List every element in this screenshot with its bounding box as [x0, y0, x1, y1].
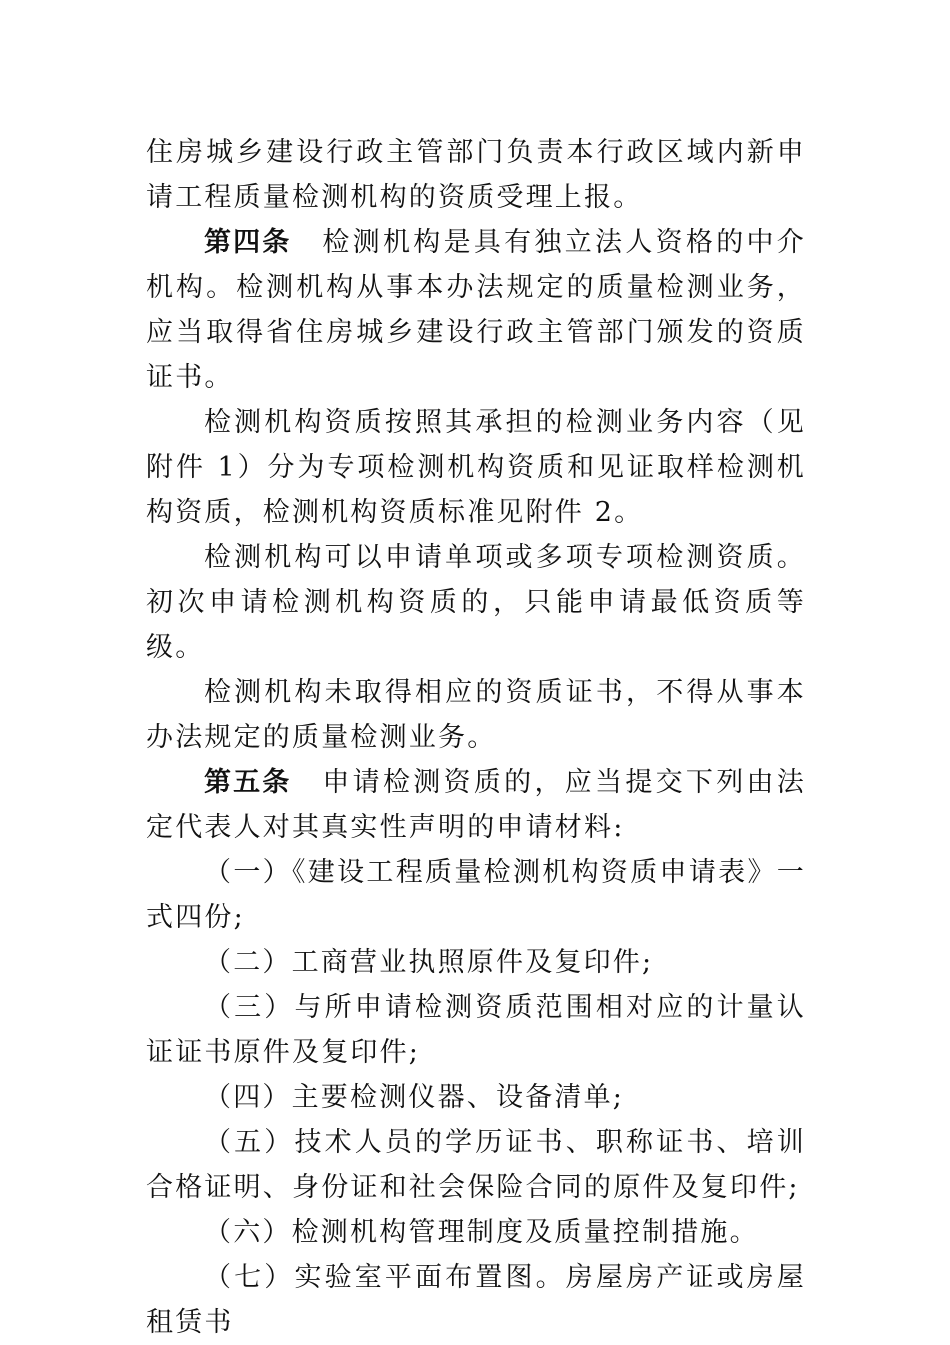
list-item: [146, 850, 806, 940]
article-heading: 第四条: [204, 227, 292, 258]
list-item-text: （七）实验室平面布置图。房屋房产证或房屋租赁书: [146, 1262, 806, 1338]
list-item-text: （二）工商营业执照原件及复印件;: [204, 947, 654, 978]
paragraph-text: 检测机构是具有独立法人资格的中介机构。检测机构从事本办法规定的质量检测业务，应当取得省住房城乡建设行政主管部门颁发的资质证书。: [146, 227, 807, 393]
paragraph-text: 检测机构资质按照其承担的检测业务内容（见附件 1）分为专项检测机构资质和见证取样检测机构资质，检测机构资质标准见附件 2。: [146, 407, 806, 528]
paragraph: [146, 670, 806, 760]
list-item: [146, 985, 806, 1075]
paragraph: [146, 130, 806, 220]
paragraph-text: 住房城乡建设行政主管部门负责本行政区域内新申请工程质量检测机构的资质受理上报。: [146, 137, 806, 213]
document-body: [146, 130, 806, 1345]
list-item-text: （五）技术人员的学历证书、职称证书、培训合格证明、身份证和社会保险合同的原件及复印件;: [146, 1127, 806, 1203]
list-item: [146, 1120, 806, 1210]
paragraph-text: 申请检测资质的，应当提交下列由法定代表人对其真实性声明的申请材料:: [146, 767, 807, 843]
article-4: [146, 220, 806, 400]
list-item: [146, 1075, 806, 1120]
paragraph: [146, 535, 806, 670]
paragraph-text: 检测机构可以申请单项或多项专项检测资质。初次申请检测机构资质的，只能申请最低资质等级。: [146, 542, 806, 663]
list-item: [146, 1255, 806, 1345]
list-item-text: （一）《建设工程质量检测机构资质申请表》一式四份;: [146, 857, 806, 933]
list-item: [146, 940, 806, 985]
article-heading: 第五条: [204, 767, 292, 798]
paragraph: [146, 400, 806, 535]
paragraph-text: 检测机构未取得相应的资质证书，不得从事本办法规定的质量检测业务。: [146, 677, 806, 753]
article-5: [146, 760, 806, 850]
list-item-text: （四）主要检测仪器、设备清单;: [204, 1082, 625, 1113]
list-item-text: （六）检测机构管理制度及质量控制措施。: [204, 1217, 759, 1248]
list-item: [146, 1210, 806, 1255]
list-item-text: （三）与所申请检测资质范围相对应的计量认证证书原件及复印件;: [146, 992, 806, 1068]
